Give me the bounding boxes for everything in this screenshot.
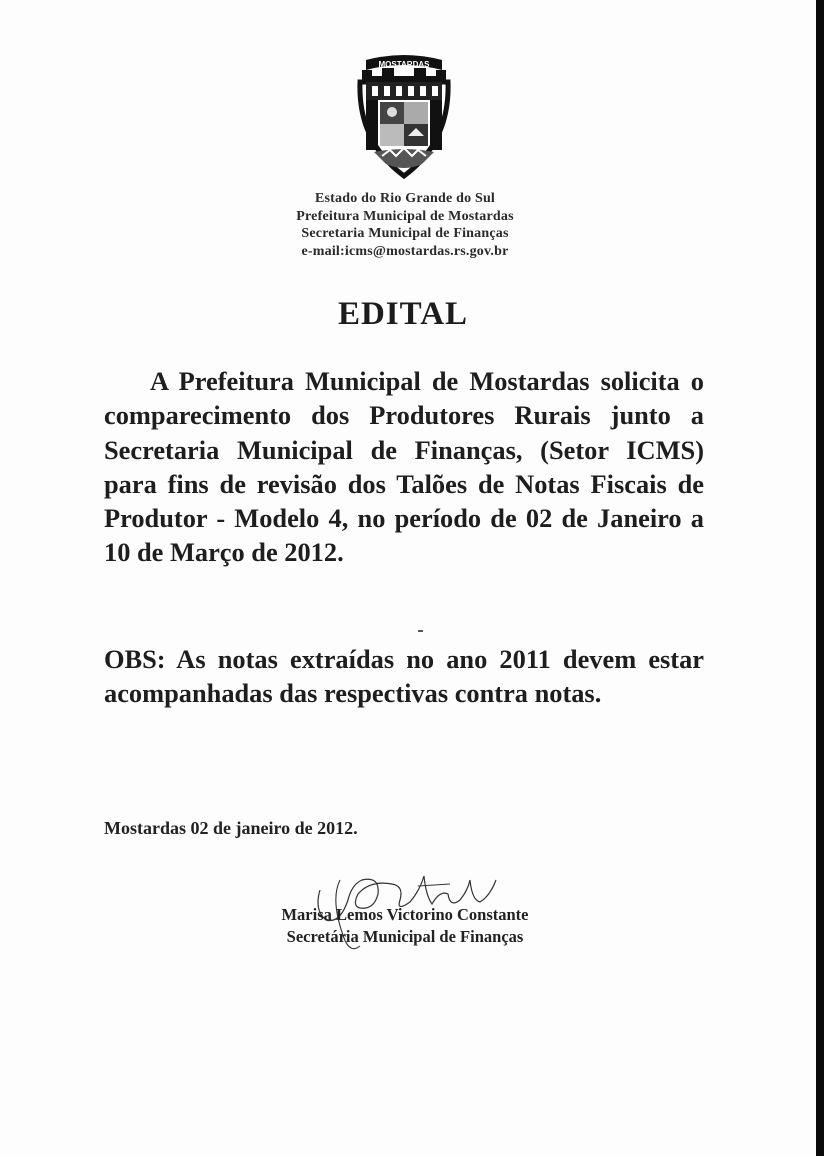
- header-department: Secretaria Municipal de Finanças: [301, 226, 509, 241]
- header-email: e-mail:icms@mostardas.rs.gov.br: [301, 243, 509, 259]
- municipal-crest-logo: [352, 52, 456, 180]
- letterhead: [200, 190, 610, 260]
- scan-edge: [816, 0, 824, 1156]
- date-line: Mostardas 02 de janeiro de 2012.: [104, 818, 358, 838]
- header-municipality: Prefeitura Municipal de Mostardas: [296, 208, 514, 224]
- signer-name: Marisa Lemos Victorino Constante: [281, 905, 529, 924]
- crest-banner-text: MOSTARDAS: [378, 60, 430, 69]
- observation-paragraph: OBS: As notas extraídas no ano 2011 devem estar acompanhadas das respectivas contra notas.: [104, 644, 704, 709]
- signer-block: [240, 904, 570, 948]
- document-title: EDITAL: [337, 296, 469, 332]
- signer-role: Secretária Municipal de Finanças: [286, 927, 524, 946]
- header-state: Estado do Rio Grande do Sul: [314, 191, 496, 206]
- main-paragraph: A Prefeitura Municipal de Mostardas solicita o comparecimento dos Produtores Rurais junto a Secretaria Municipal de Finanças, (Setor ICMS) para fins de revisão dos Talões de Notas Fiscais de Produtor - Modelo 4, no período de 02 de Janeiro a 10 de Março de 2012.: [104, 366, 704, 568]
- scan-speck: [418, 630, 423, 632]
